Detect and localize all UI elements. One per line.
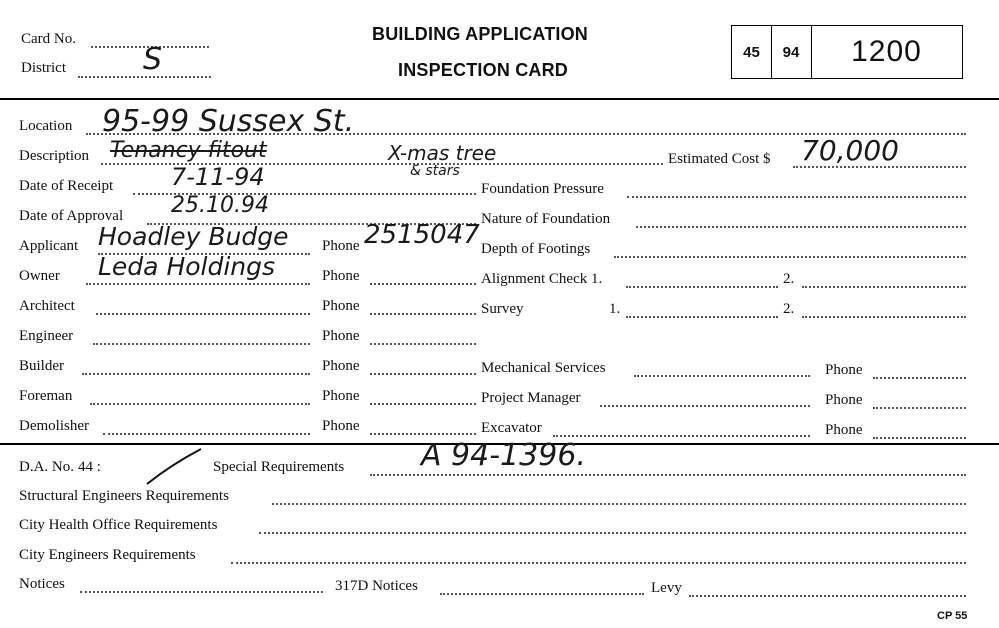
date-of-receipt-label: Date of Receipt: [19, 178, 114, 194]
description-value: X-mas tree: [388, 141, 497, 165]
form-title-line2: INSPECTION CARD: [398, 60, 569, 80]
applicant-phone-label: Phone: [322, 238, 360, 254]
reference-number-box: [731, 25, 963, 79]
description-extra-value: & stars: [410, 163, 460, 179]
architect-phone-label: Phone: [322, 298, 360, 314]
mechanical-services-phone-dotted-line: [873, 377, 966, 379]
demolisher-dotted-line: [103, 433, 310, 435]
project-manager-label: Project Manager: [481, 390, 581, 406]
special-requirements-label: Special Requirements: [213, 459, 345, 475]
ref-cell-number: 1200: [851, 35, 922, 68]
owner-dotted-line: [86, 283, 310, 285]
ref-cell-1: 45: [732, 26, 772, 78]
mechanical-services-dotted-line: [634, 375, 810, 377]
project-manager-phone-label: Phone: [825, 392, 863, 408]
foreman-phone-label: Phone: [322, 388, 360, 404]
date-of-approval-value: 25.10.94: [171, 193, 269, 218]
levy-dotted-line: [689, 595, 966, 597]
nature-of-foundation-dotted-line: [636, 226, 966, 228]
alignment-check-2-dotted-line: [802, 286, 966, 288]
builder-phone-label: Phone: [322, 358, 360, 374]
demolisher-phone-dotted-line: [370, 433, 476, 435]
foreman-label: Foreman: [19, 388, 73, 404]
builder-dotted-line: [82, 373, 310, 375]
engineer-dotted-line: [93, 343, 310, 345]
project-manager-dotted-line: [600, 405, 810, 407]
date-of-approval-label: Date of Approval: [19, 208, 124, 224]
excavator-label: Excavator: [481, 420, 542, 436]
architect-label: Architect: [19, 298, 75, 314]
excavator-phone-label: Phone: [825, 422, 863, 438]
district-value: S: [143, 42, 163, 77]
applicant-label: Applicant: [19, 238, 79, 254]
structural-engineers-dotted-line: [272, 503, 966, 505]
alignment-check-2-label: 2.: [783, 271, 795, 287]
header-divider: [0, 98, 999, 100]
demolisher-phone-label: Phone: [322, 418, 360, 434]
survey-1-dotted-line: [626, 316, 778, 318]
owner-phone-label: Phone: [322, 268, 360, 284]
foreman-phone-dotted-line: [370, 403, 476, 405]
levy-label: Levy: [651, 580, 682, 596]
estimated-cost-value: 70,000: [801, 134, 899, 167]
mechanical-services-phone-label: Phone: [825, 362, 863, 378]
excavator-phone-dotted-line: [873, 437, 966, 439]
handwritten-slash-mark: [144, 446, 204, 488]
builder-label: Builder: [19, 358, 64, 374]
survey-1-label: 1.: [609, 301, 621, 317]
applicant-value: Hoadley Budge: [98, 222, 289, 251]
survey-label: Survey: [481, 301, 524, 317]
depth-of-footings-dotted-line: [614, 256, 966, 258]
city-engineers-label: City Engineers Requirements: [19, 547, 196, 563]
da-no-value: 44 :: [78, 459, 101, 475]
foundation-pressure-dotted-line: [627, 196, 966, 198]
description-label: Description: [19, 148, 89, 164]
special-requirements-dotted-line: [370, 474, 966, 476]
applicant-phone-value: 2515047: [364, 220, 480, 250]
form-title-line1: BUILDING APPLICATION: [372, 24, 588, 44]
foreman-dotted-line: [90, 403, 310, 405]
city-engineers-dotted-line: [231, 562, 966, 564]
owner-value: Leda Holdings: [98, 252, 276, 281]
notices-317d-dotted-line: [440, 593, 644, 595]
ref-cell-2: 94: [771, 26, 812, 78]
city-health-dotted-line: [259, 532, 966, 534]
engineer-label: Engineer: [19, 328, 74, 344]
notices-317d-label: 317D Notices: [335, 578, 418, 594]
alignment-check-label: Alignment Check 1.: [481, 271, 603, 287]
notices-label: Notices: [19, 576, 65, 592]
description-struck-value: Tenancy fitout: [110, 138, 267, 163]
engineer-phone-dotted-line: [370, 343, 476, 345]
location-label: Location: [19, 118, 73, 134]
owner-phone-dotted-line: [370, 283, 476, 285]
survey-2-dotted-line: [802, 316, 966, 318]
structural-engineers-label: Structural Engineers Requirements: [19, 488, 229, 504]
architect-dotted-line: [96, 313, 310, 315]
nature-of-foundation-label: Nature of Foundation: [481, 211, 611, 227]
district-label: District: [21, 60, 66, 76]
excavator-dotted-line: [553, 435, 810, 437]
estimated-cost-label: Estimated Cost $: [668, 151, 771, 167]
mechanical-services-label: Mechanical Services: [481, 360, 606, 376]
demolisher-label: Demolisher: [19, 418, 89, 434]
date-of-receipt-value: 7-11-94: [171, 163, 265, 191]
owner-label: Owner: [19, 268, 60, 284]
engineer-phone-label: Phone: [322, 328, 360, 344]
architect-phone-dotted-line: [370, 313, 476, 315]
project-manager-phone-dotted-line: [873, 407, 966, 409]
city-health-label: City Health Office Requirements: [19, 517, 218, 533]
da-no-label: D.A. No.: [19, 459, 74, 475]
survey-2-label: 2.: [783, 301, 795, 317]
notices-dotted-line: [80, 591, 323, 593]
alignment-check-1-dotted-line: [626, 286, 778, 288]
special-requirements-value: A 94-1396.: [421, 438, 586, 473]
card-no-label: Card No.: [21, 31, 76, 47]
location-value: 95-99 Sussex St.: [102, 104, 355, 139]
form-code: CP 55: [937, 610, 968, 622]
foundation-pressure-label: Foundation Pressure: [481, 181, 604, 197]
depth-of-footings-label: Depth of Footings: [481, 241, 591, 257]
builder-phone-dotted-line: [370, 373, 476, 375]
